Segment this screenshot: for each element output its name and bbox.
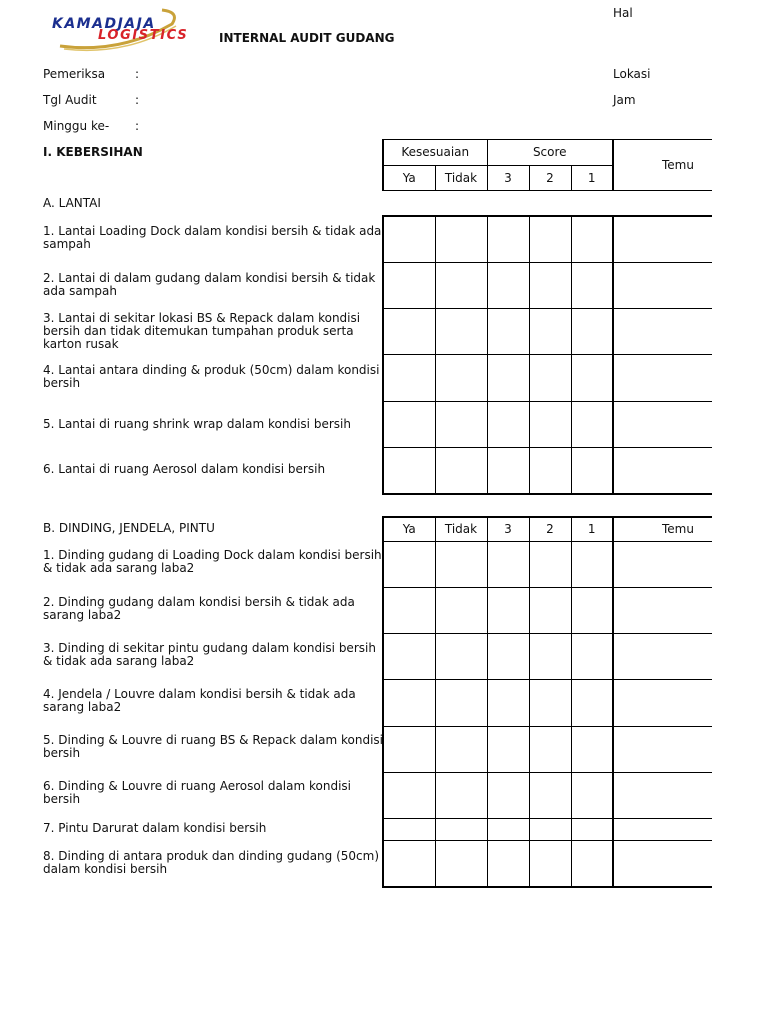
tgl-audit-label: Tgl Audit <box>43 93 97 107</box>
header-kesesuaian: Kesesuaian <box>383 140 487 166</box>
dinding-1-tidak-cell[interactable] <box>435 541 487 587</box>
dinding-8-score2-cell[interactable] <box>529 841 571 887</box>
lantai-6-tidak-cell[interactable] <box>435 448 487 494</box>
lantai-3-tidak-cell[interactable] <box>435 309 487 355</box>
dinding-4-score2-cell[interactable] <box>529 680 571 726</box>
header-score-1: 1 <box>571 165 613 191</box>
dinding-2-score2-cell[interactable] <box>529 587 571 633</box>
lantai-3-temuan-cell[interactable] <box>613 309 712 355</box>
tgl-audit-colon: : <box>135 93 140 107</box>
dinding-5-ya-cell[interactable] <box>383 726 435 772</box>
lantai-4-tidak-cell[interactable] <box>435 355 487 401</box>
dinding-3-score2-cell[interactable] <box>529 634 571 680</box>
dinding-heading: B. DINDING, JENDELA, PINTU <box>43 521 215 535</box>
lantai-item-5: 5. Lantai di ruang shrink wrap dalam kondisi bersih <box>43 417 351 431</box>
lantai-3-ya-cell[interactable] <box>383 309 435 355</box>
dinding-item-4: 4. Jendela / Louvre dalam kondisi bersih & tidak ada sarang laba2 <box>43 687 356 714</box>
dinding-5-score3-cell[interactable] <box>487 726 529 772</box>
lantai-2-score3-cell[interactable] <box>487 262 529 308</box>
dinding-item-7: 7. Pintu Darurat dalam kondisi bersih <box>43 821 267 835</box>
lantai-2-tidak-cell[interactable] <box>435 262 487 308</box>
lantai-5-score2-cell[interactable] <box>529 401 571 447</box>
lantai-1-ya-cell[interactable] <box>383 216 435 262</box>
lantai-2-score1-cell[interactable] <box>571 262 613 308</box>
lantai-5-tidak-cell[interactable] <box>435 401 487 447</box>
dinding-6-score3-cell[interactable] <box>487 772 529 818</box>
lantai-checklist-grid <box>382 215 712 495</box>
dinding-6-tidak-cell[interactable] <box>435 772 487 818</box>
dinding-3-ya-cell[interactable] <box>383 634 435 680</box>
lantai-item-6: 6. Lantai di ruang Aerosol dalam kondisi bersih <box>43 462 326 476</box>
dinding-4-ya-cell[interactable] <box>383 680 435 726</box>
dinding-5-tidak-cell[interactable] <box>435 726 487 772</box>
logo-text-line1: KAMADJAJA <box>52 16 156 32</box>
dinding-7-score1-cell[interactable] <box>571 819 613 841</box>
dinding-8-ya-cell[interactable] <box>383 841 435 887</box>
dinding-6-score2-cell[interactable] <box>529 772 571 818</box>
lantai-2-ya-cell[interactable] <box>383 262 435 308</box>
lantai-3-score3-cell[interactable] <box>487 309 529 355</box>
dinding-item-6: 6. Dinding & Louvre di ruang Aerosol dalam kondisi bersih <box>43 779 351 806</box>
lantai-1-score1-cell[interactable] <box>571 216 613 262</box>
dinding-4-score3-cell[interactable] <box>487 680 529 726</box>
lantai-2-score2-cell[interactable] <box>529 262 571 308</box>
dinding-5-temuan-cell[interactable] <box>613 726 712 772</box>
minggu-colon: : <box>135 119 140 133</box>
lantai-1-score3-cell[interactable] <box>487 216 529 262</box>
lantai-4-ya-cell[interactable] <box>383 355 435 401</box>
lantai-5-score3-cell[interactable] <box>487 401 529 447</box>
lantai-item-2: 2. Lantai di dalam gudang dalam kondisi bersih & tidak ada sampah <box>43 271 376 298</box>
lantai-6-ya-cell[interactable] <box>383 448 435 494</box>
hal-label: Hal <box>613 6 633 20</box>
dinding-item-2: 2. Dinding gudang dalam kondisi bersih & tidak ada sarang laba2 <box>43 595 355 622</box>
dinding-6-score1-cell[interactable] <box>571 772 613 818</box>
dinding-4-temuan-cell[interactable] <box>613 680 712 726</box>
lantai-3-score1-cell[interactable] <box>571 309 613 355</box>
lantai-4-score1-cell[interactable] <box>571 355 613 401</box>
dinding-header-ya: Ya <box>383 517 435 541</box>
dinding-header-temuan: Temu <box>613 517 712 541</box>
header-ya: Ya <box>383 165 435 191</box>
dinding-1-score1-cell[interactable] <box>571 541 613 587</box>
dinding-5-score1-cell[interactable] <box>571 726 613 772</box>
page-title: INTERNAL AUDIT GUDANG <box>219 31 395 45</box>
dinding-7-temuan-cell[interactable] <box>613 819 712 841</box>
dinding-header-score-2: 2 <box>529 517 571 541</box>
logo-text-line2: LOGISTICS <box>98 28 189 43</box>
dinding-7-score3-cell[interactable] <box>487 819 529 841</box>
lantai-3-score2-cell[interactable] <box>529 309 571 355</box>
header-score: Score <box>487 140 613 166</box>
dinding-1-temuan-cell[interactable] <box>613 541 712 587</box>
pemeriksa-label: Pemeriksa <box>43 67 106 81</box>
dinding-item-8: 8. Dinding di antara produk dan dinding gudang (50cm) dalam kondisi bersih <box>43 849 380 876</box>
dinding-7-ya-cell[interactable] <box>383 819 435 841</box>
lantai-1-score2-cell[interactable] <box>529 216 571 262</box>
lantai-item-1: 1. Lantai Loading Dock dalam kondisi bersih & tidak ada sampah <box>43 224 382 251</box>
header-score-3: 3 <box>487 165 529 191</box>
dinding-8-temuan-cell[interactable] <box>613 841 712 887</box>
dinding-8-score3-cell[interactable] <box>487 841 529 887</box>
dinding-8-tidak-cell[interactable] <box>435 841 487 887</box>
lantai-4-score3-cell[interactable] <box>487 355 529 401</box>
dinding-3-score3-cell[interactable] <box>487 634 529 680</box>
dinding-2-score3-cell[interactable] <box>487 587 529 633</box>
lantai-5-temuan-cell[interactable] <box>613 401 712 447</box>
dinding-5-score2-cell[interactable] <box>529 726 571 772</box>
lantai-item-3: 3. Lantai di sekitar lokasi BS & Repack dalam kondisi bersih dan tidak ditemukan tumpahan produk serta karton rusak <box>43 311 361 351</box>
lantai-5-ya-cell[interactable] <box>383 401 435 447</box>
lantai-6-score2-cell[interactable] <box>529 448 571 494</box>
lantai-5-score1-cell[interactable] <box>571 401 613 447</box>
lantai-heading: A. LANTAI <box>43 196 101 210</box>
kebersihan-header-table <box>382 139 712 191</box>
lantai-1-temuan-cell[interactable] <box>613 216 712 262</box>
lantai-6-temuan-cell[interactable] <box>613 448 712 494</box>
dinding-header-tidak: Tidak <box>435 517 487 541</box>
pemeriksa-colon: : <box>135 67 140 81</box>
dinding-7-score2-cell[interactable] <box>529 819 571 841</box>
dinding-3-temuan-cell[interactable] <box>613 634 712 680</box>
lantai-1-tidak-cell[interactable] <box>435 216 487 262</box>
dinding-1-score3-cell[interactable] <box>487 541 529 587</box>
lantai-4-temuan-cell[interactable] <box>613 355 712 401</box>
dinding-1-ya-cell[interactable] <box>383 541 435 587</box>
header-score-2: 2 <box>529 165 571 191</box>
dinding-7-tidak-cell[interactable] <box>435 819 487 841</box>
dinding-4-score1-cell[interactable] <box>571 680 613 726</box>
dinding-8-score1-cell[interactable] <box>571 841 613 887</box>
dinding-3-tidak-cell[interactable] <box>435 634 487 680</box>
dinding-2-ya-cell[interactable] <box>383 587 435 633</box>
lantai-4-score2-cell[interactable] <box>529 355 571 401</box>
dinding-checklist-grid <box>382 516 712 888</box>
dinding-2-score1-cell[interactable] <box>571 587 613 633</box>
section-kebersihan-title: I. KEBERSIHAN <box>43 145 143 159</box>
dinding-item-3: 3. Dinding di sekitar pintu gudang dalam kondisi bersih & tidak ada sarang laba2 <box>43 641 376 668</box>
dinding-2-tidak-cell[interactable] <box>435 587 487 633</box>
lantai-2-temuan-cell[interactable] <box>613 262 712 308</box>
minggu-label: Minggu ke- <box>43 119 110 133</box>
header-tidak: Tidak <box>435 165 487 191</box>
dinding-header-score-3: 3 <box>487 517 529 541</box>
dinding-4-tidak-cell[interactable] <box>435 680 487 726</box>
jam-label: Jam <box>613 93 636 107</box>
lantai-6-score1-cell[interactable] <box>571 448 613 494</box>
lantai-6-score3-cell[interactable] <box>487 448 529 494</box>
dinding-3-score1-cell[interactable] <box>571 634 613 680</box>
dinding-1-score2-cell[interactable] <box>529 541 571 587</box>
dinding-header-score-1: 1 <box>571 517 613 541</box>
dinding-2-temuan-cell[interactable] <box>613 587 712 633</box>
lantai-item-4: 4. Lantai antara dinding & produk (50cm) dalam kondisi bersih <box>43 363 380 390</box>
dinding-6-temuan-cell[interactable] <box>613 772 712 818</box>
lokasi-label: Lokasi <box>613 67 651 81</box>
dinding-item-5: 5. Dinding & Louvre di ruang BS & Repack dalam kondisi bersih <box>43 733 383 760</box>
dinding-6-ya-cell[interactable] <box>383 772 435 818</box>
header-temuan: Temu <box>613 140 712 191</box>
dinding-item-1: 1. Dinding gudang di Loading Dock dalam kondisi bersih & tidak ada sarang laba2 <box>43 548 382 575</box>
